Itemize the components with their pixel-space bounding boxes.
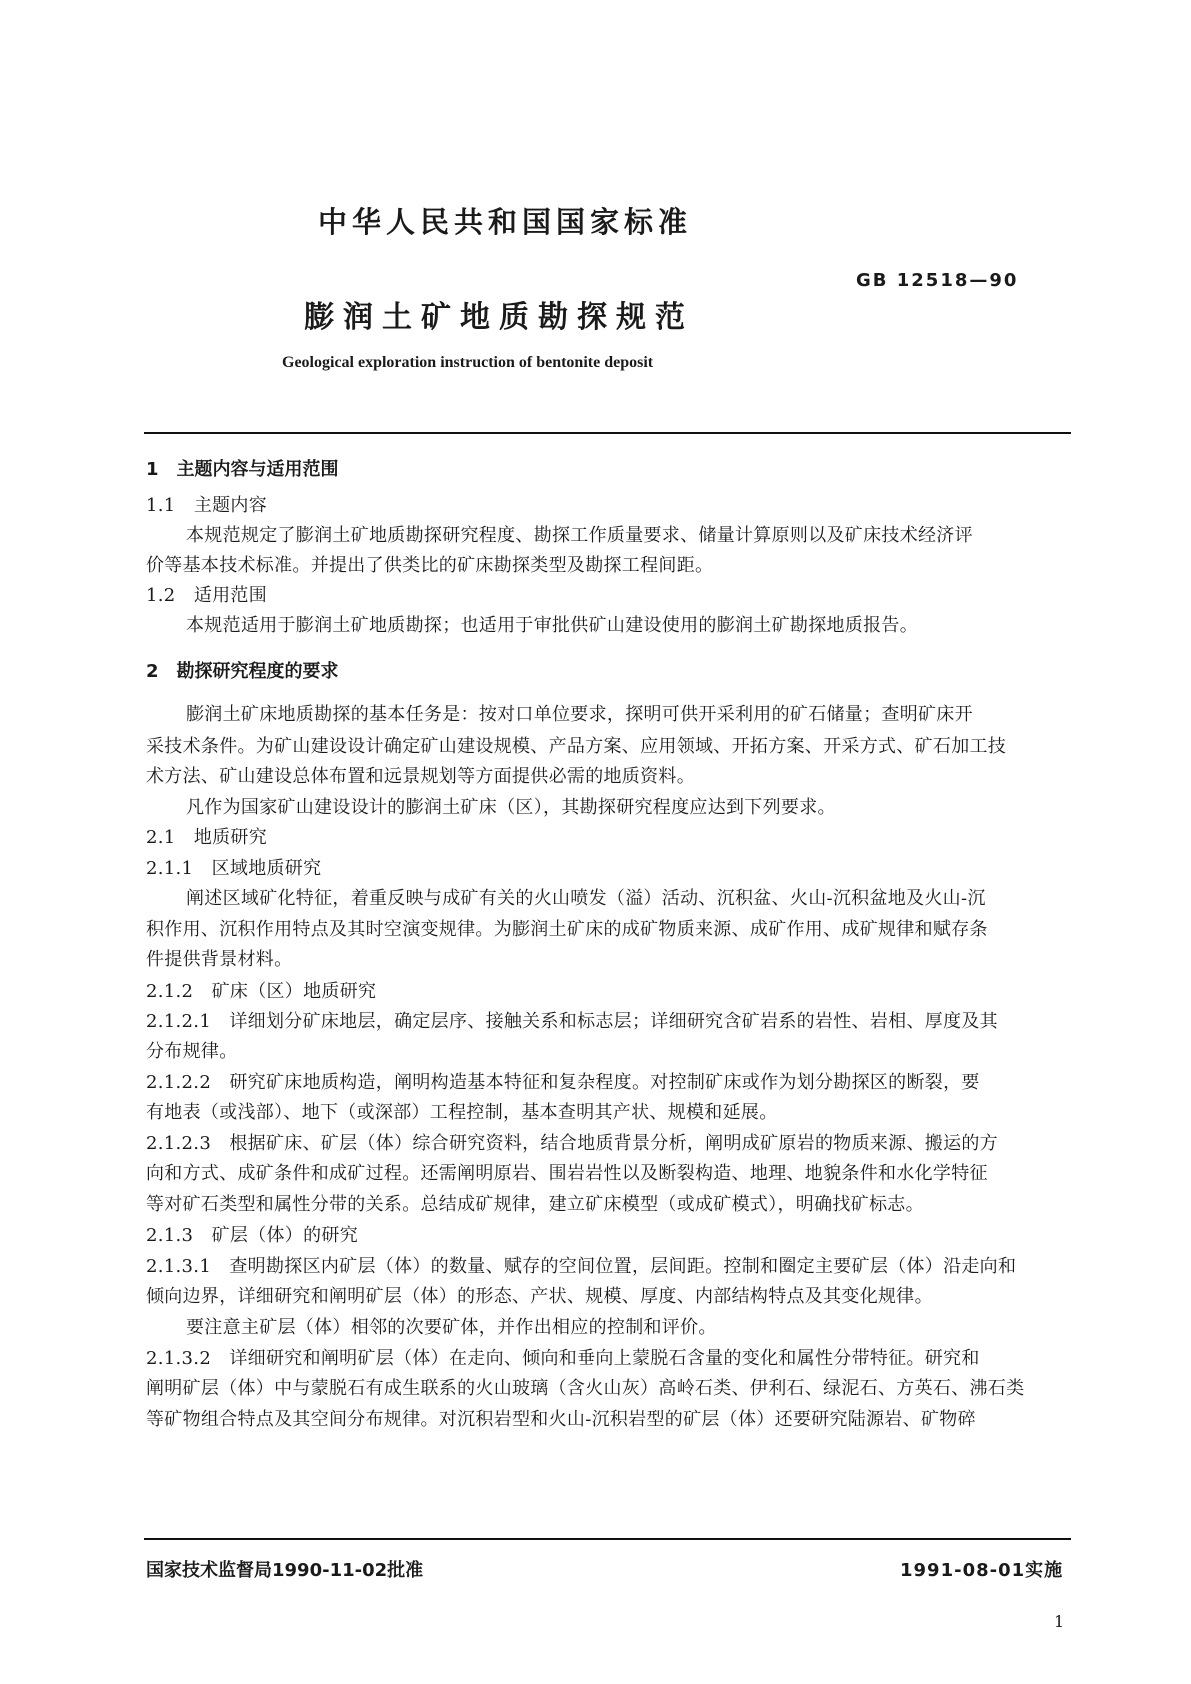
paragraph-line: 本规范适用于膨润土矿地质勘探；也适用于审批供矿山建设使用的膨润土矿勘探地质报告。 (186, 615, 918, 636)
paragraph-line: 膨润土矿床地质勘探的基本任务是：按对口单位要求，探明可供开采利用的矿石储量；查明矿床开 (186, 704, 973, 725)
english-title: Geological exploration instruction of bentonite deposit (282, 354, 654, 371)
subsection-heading: 2.1.1 区域地质研究 (146, 858, 322, 879)
paragraph-line: 本规范规定了膨润土矿地质勘探研究程度、勘探工作质量要求、储量计算原则以及矿床技术经济评 (186, 525, 973, 546)
paragraph-line: 等矿物组合特点及其空间分布规律。对沉积岩型和火山-沉积岩型的矿层（体）还要研究陆源岩、矿物碎 (146, 1409, 976, 1430)
implementation-date: 1991-08-01实施 (900, 1560, 1064, 1581)
paragraph-line: 2.1.3.1 查明勘探区内矿层（体）的数量、赋存的空间位置，层间距。控制和圈定主要矿层（体）沿走向和 (146, 1256, 1017, 1277)
paragraph-line: 2.1.2.3 根据矿床、矿层（体）综合研究资料，结合地质背景分析，阐明成矿原岩的物质来源、搬运的方 (146, 1133, 998, 1154)
document-title: 膨润土矿地质勘探规范 (304, 300, 694, 335)
paragraph-line: 向和方式、成矿条件和成矿过程。还需阐明原岩、围岩岩性以及断裂构造、地理、地貌条件和水化学特征 (146, 1163, 988, 1184)
paragraph-line: 2.1.2.2 研究矿床地质构造，阐明构造基本特征和复杂程度。对控制矿床或作为划分勘探区的断裂，要 (146, 1072, 980, 1093)
paragraph-line: 阐明矿层（体）中与蒙脱石有成生联系的火山玻璃（含火山灰）高岭石类、伊利石、绿泥石、方英石、沸石类 (146, 1378, 1025, 1399)
paragraph-line: 2.1.2.1 详细划分矿床地层，确定层序、接触关系和标志层；详细研究含矿岩系的岩性、岩相、厚度及其 (146, 1011, 998, 1032)
paragraph-line: 要注意主矿层（体）相邻的次要矿体，并作出相应的控制和评价。 (186, 1317, 717, 1338)
subsection-heading: 2.1 地质研究 (146, 827, 268, 848)
standard-heading: 中华人民共和国国家标准 (318, 205, 693, 239)
section-heading: 1 主题内容与适用范围 (146, 459, 339, 480)
subsection-heading: 2.1.3 矿层（体）的研究 (146, 1225, 358, 1246)
approval-date: 国家技术监督局1990-11-02批准 (146, 1560, 424, 1581)
paragraph-line: 采技术条件。为矿山建设设计确定矿山建设规模、产品方案、应用领域、开拓方案、开采方式、矿石加工技 (146, 736, 1007, 757)
paragraph-line: 2.1.3.2 详细研究和阐明矿层（体）在走向、倾向和垂向上蒙脱石含量的变化和属性分带特征。研究和 (146, 1348, 980, 1369)
section-heading: 2 勘探研究程度的要求 (146, 661, 339, 682)
paragraph-line: 术方法、矿山建设总体布置和远景规划等方面提供必需的地质资料。 (146, 766, 695, 787)
paragraph-line: 阐述区域矿化特征，着重反映与成矿有关的火山喷发（溢）活动、沉积盆、火山-沉积盆地及火山-沉 (186, 888, 986, 909)
paragraph-line: 价等基本技术标准。并提出了供类比的矿床勘探类型及勘探工程间距。 (146, 555, 714, 576)
subsection-heading: 1.2 适用范围 (146, 585, 268, 606)
page-number: 1 (1054, 1612, 1065, 1631)
subsection-heading: 2.1.2 矿床（区）地质研究 (146, 981, 377, 1002)
paragraph-line: 倾向边界，详细研究和阐明矿层（体）的形态、产状、规模、厚度、内部结构特点及其变化规律。 (146, 1286, 933, 1307)
paragraph-line: 积作用、沉积作用特点及其时空演变规律。为膨润土矿床的成矿物质来源、成矿作用、成矿规律和赋存条 (146, 919, 988, 940)
paragraph-line: 等对矿石类型和属性分带的关系。总结成矿规律，建立矿床模型（或成矿模式），明确找矿标志。 (146, 1194, 924, 1215)
paragraph-line: 分布规律。 (146, 1041, 238, 1062)
header-divider (144, 432, 1071, 434)
paragraph-line: 有地表（或浅部）、地下（或深部）工程控制，基本查明其产状、规模和延展。 (146, 1102, 778, 1123)
subsection-heading: 1.1 主题内容 (146, 495, 268, 516)
standard-code: GB 12518—90 (856, 270, 1019, 291)
paragraph-line: 件提供背景材料。 (146, 949, 293, 970)
paragraph-line: 凡作为国家矿山建设设计的膨润土矿床（区），其勘探研究程度应达到下列要求。 (186, 797, 836, 818)
footer-divider (144, 1538, 1071, 1540)
